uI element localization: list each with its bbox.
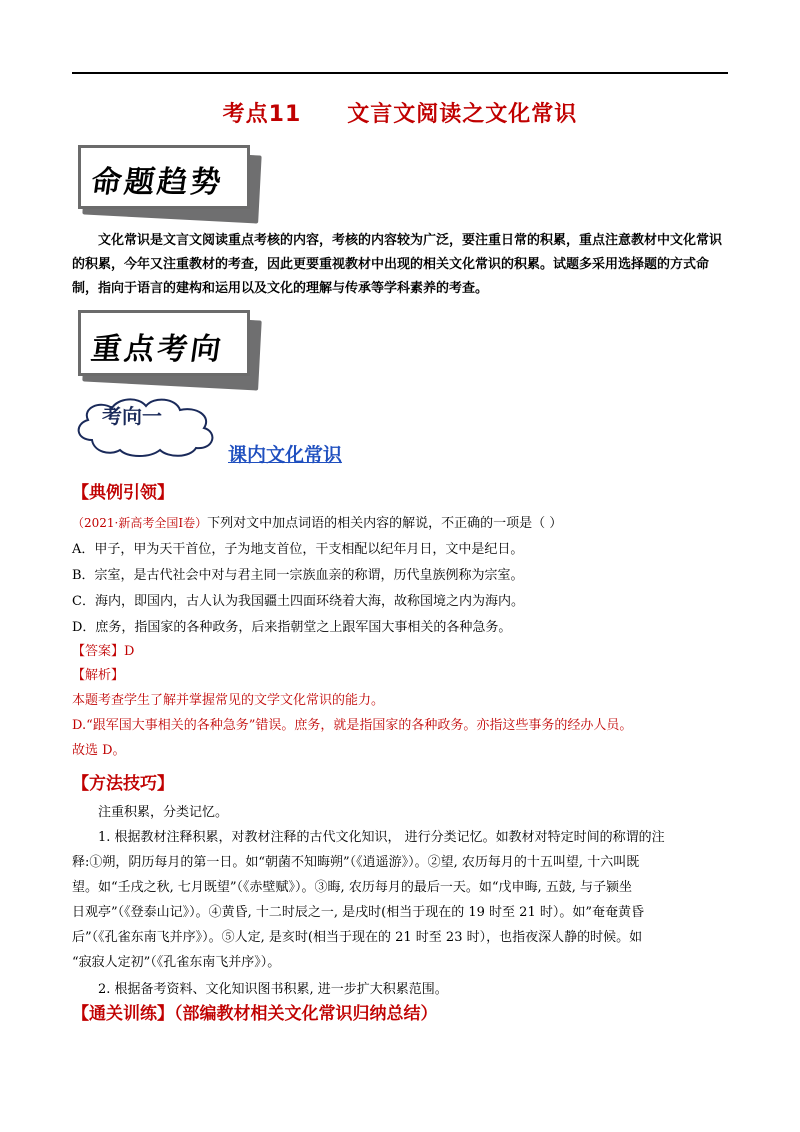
- analysis-line-1: 本题考查学生了解并掌握常见的文学文化常识的能力。: [72, 693, 385, 708]
- option-c: C．海内，即国内，古人认为我国疆土四面环绕着大海，故称国境之内为海内。: [72, 594, 524, 609]
- trend-paragraph: [72, 229, 732, 301]
- method-point1-line4: 日观亭”（《登泰山记》）。④黄昏, 十二时辰之一, 是戌时(相当于现在的 19 时至 21 时）。如”奄奄黄昏: [72, 905, 645, 920]
- option-b: B．宗室，是古代社会中对与君主同一宗族血亲的称谓，历代皇族例称为宗室。: [72, 568, 524, 583]
- method-point1-line2: 释:①朔，阴历每月的第一日。如“朝菌不知晦朔”（《逍遥游》）。②望, 农历每月的十五叫望, 十六叫既: [72, 855, 640, 870]
- cloud-label: 考向一: [102, 404, 162, 428]
- option-d: D．庶务，指国家的各种政务，后来指朝堂之上跟军国大事相关的各种急务。: [72, 620, 512, 635]
- method-point1-line6: “寂寂人定初”（《孔雀东南飞并序》）。: [72, 955, 281, 970]
- answer-value: D: [124, 644, 135, 659]
- method-heading: 【方法技巧】: [72, 774, 174, 794]
- trend-text: 文化常识是文言文阅读重点考核的内容，考核的内容较为广泛，要注重日常的积累，重点注意教材中文化常识的积累，今年又注重教材的考查，因此更要重视教材中出现的相关文化常识的积累。试题多采用选择题的方式命制，指向于语言的建构和运用以及文化的理解与传承等学科素养的考查。: [72, 233, 723, 296]
- title-topic-number: 考点11: [222, 102, 302, 127]
- example-question: [72, 513, 732, 534]
- cloud-badge: [72, 396, 222, 458]
- answer-label: 【答案】: [72, 644, 125, 659]
- method-intro: 注重积累，分类记忆。: [98, 805, 229, 820]
- analysis-label: 【解析】: [72, 668, 125, 683]
- option-a: A．甲子，甲为天干首位，子为地支首位，干支相配以纪年月日，文中是纪日。: [72, 542, 524, 557]
- example-source: （2021·新高考全国Ⅰ卷）: [72, 516, 208, 530]
- method-point2: 2. 根据备考资料、文化知识图书积累, 进一步扩大积累范围。: [98, 982, 448, 997]
- method-point1-line3: 望。如“壬戌之秋, 七月既望”（《赤壁赋》）。③晦, 农历每月的最后一天。如“戊申晦, 五鼓, 与子颍坐: [72, 880, 632, 895]
- method-body: [72, 800, 732, 1002]
- banner-focus-label: 重点考向: [89, 332, 226, 367]
- top-rule: [72, 72, 728, 74]
- method-point1-line5: 后”（《孔雀东南飞并序》）。⑤人定, 是亥时(相当于现在的 21 时至 23 时），也指夜深人静的时候。如: [72, 930, 643, 945]
- analysis-line-2: D.“跟军国大事相关的各种急务”错误。庶务，就是指国家的各种政务。亦指这些事务的经办人员。: [72, 718, 633, 733]
- title-topic-name: 文言文阅读之文化常识: [347, 102, 578, 127]
- banner-focus: [72, 308, 262, 388]
- banner-trend-label: 命题趋势: [89, 165, 226, 200]
- page-title: [0, 97, 800, 128]
- analysis-line-3: 故选 D。: [72, 743, 126, 758]
- subsection-heading: 课内文化常识: [228, 444, 343, 466]
- training-heading: 【通关训练】（部编教材相关文化常识归纳总结）: [72, 1004, 438, 1024]
- answer-line: [72, 642, 732, 662]
- method-point1-line1: 1. 根据教材注释积累，对教材注释的古代文化知识， 进行分类记忆。如教材对特定时间的称谓的注: [98, 830, 665, 845]
- banner-trend: [72, 143, 262, 223]
- example-heading: 【典例引领】: [72, 483, 174, 503]
- example-question-text: 下列对文中加点词语的相关内容的解说，不正确的一项是（ ）: [207, 516, 563, 531]
